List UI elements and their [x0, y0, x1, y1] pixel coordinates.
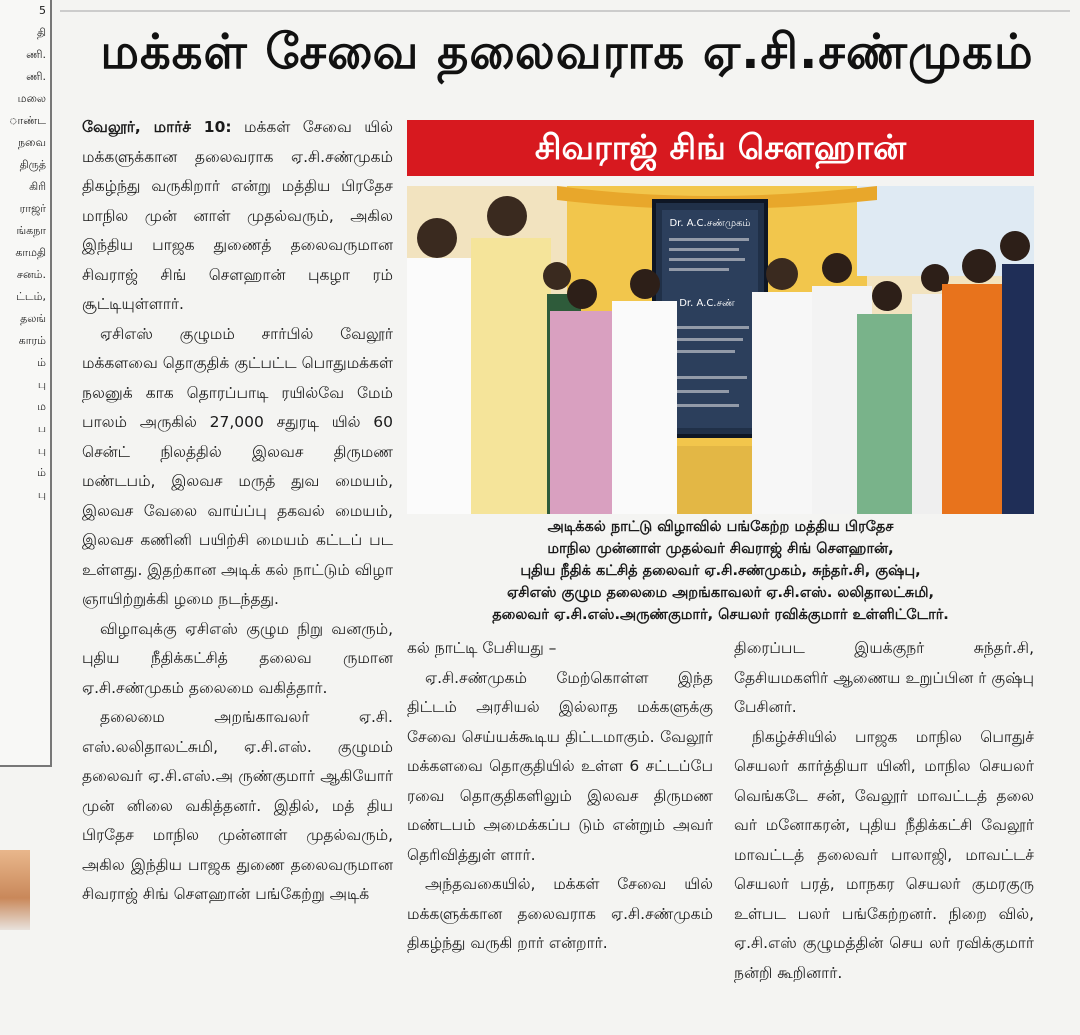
- adjacent-column-line: ணி.: [26, 48, 46, 61]
- adjacent-column-line: கிரி: [29, 180, 46, 193]
- article-column-1: [82, 113, 393, 910]
- adjacent-column-line: தலங்: [20, 312, 46, 325]
- paragraph: திரைப்பட இயக்குநர் சுந்தர்.சி, தேசியமகளிர் ஆணைய உறுப்பின ர் குஷ்பு பேசினர்.: [734, 639, 1034, 716]
- top-rule: [60, 10, 1070, 12]
- adjacent-column-line: பு: [37, 444, 46, 457]
- caption-line: மாநில முன்னாள் முதல்வர் சிவராஜ் சிங் சௌஹான்,: [547, 541, 894, 557]
- adjacent-column-line: ாண்ட: [9, 114, 46, 127]
- paragraph-text: மக்கள் சேவை யில் மக்களுக்கான தலைவராக ஏ.சி.சண்முகம் திகழ்ந்து வருகிறார் என்று மத்திய பிரதேச மாநில முன் னாள் முதல்வரும், அகில இந்திய பாஜக துணைத் தலைவருமான சிவராஜ் சிங் சௌஹான் புகழா ரம் சூட்டியுள்ளார்.: [82, 118, 393, 313]
- adjacent-article-column: [0, 0, 52, 767]
- adjacent-column-line: நவை: [18, 136, 46, 149]
- adjacent-column-line: ம்: [37, 466, 46, 479]
- adjacent-column-line: ராஜர்: [19, 202, 46, 215]
- paragraph: விழாவுக்கு ஏசிஎஸ் குழும நிறு வனரும், புதிய நீதிக்கட்சித் தலைவ ருமான ஏ.சி.சண்முகம் தலைமை வகித்தார்.: [82, 619, 393, 697]
- adjacent-column-line: திருத்: [19, 158, 46, 171]
- lead-paragraph: [82, 113, 393, 320]
- caption-line: அடிக்கல் நாட்டு விழாவில் பங்கேற்ற மத்திய பிரதேச: [547, 519, 894, 535]
- article-column-2: [407, 634, 713, 959]
- adjacent-column-line: சனம்.: [16, 268, 46, 281]
- paragraph: ஏசிஎஸ் குழுமம் சார்பில் வேலூர் மக்களவை தொகுதிக் குட்பட்ட பொதுமக்கள் நலனுக் காக தொரப்பாடி ரயில்வே மேம் பாலம் அருகில் 27,000 சதுரடி யில் 60 சென்ட் நிலத்தில் இலவச திருமண மண்டபம், இலவச மருத் துவ மையம், இலவச வேலை வாய்ப்பு தகவல் மையம், இலவச கணினி பயிற்சி மையம் கட்டப் பட உள்ளது. இதற்கான அடிக் கல் நாட்டும் விழா ஞாயிற்றுக்கி ழமை நடந்தது.: [82, 324, 393, 608]
- adjacent-column-line: ங்கநா: [16, 224, 46, 237]
- paragraph: தலைமை அறங்காவலர் ஏ.சி. எஸ்.லலிதாலட்சுமி, ஏ.சி.எஸ். குழுமம் தலைவர் ஏ.சி.எஸ்.அ ருண்குமார் ஆகியோர் முன் னிலை வகித்தனர். இதில், மத் திய பிரதேச மாநில முன்னாள் முதல்வரும், அகில இந்திய பாஜக துணை தலைவருமான சிவராஜ் சிங் சௌஹான் பங்கேற்று அடிக்: [82, 708, 393, 903]
- caption-line: ஏசிஎஸ் குழும தலைமை அறங்காவலர் ஏ.சி.எஸ். லலிதாலட்சுமி,: [506, 585, 935, 601]
- adjacent-column-line: ம்: [37, 356, 46, 369]
- adjacent-column-line: ட்டம்,: [16, 290, 46, 303]
- adjacent-column-line: ணி.: [26, 70, 46, 83]
- adjacent-column-line: தி: [36, 26, 46, 39]
- headline: மக்கள் சேவை தலைவராக ஏ.சி.சண்முகம்: [100, 24, 1034, 80]
- caption-line: புதிய நீதிக் கட்சித் தலைவர் ஏ.சி.சண்முகம், சுந்தர்.சி, குஷ்பு,: [520, 563, 921, 579]
- name-banner: சிவராஜ் சிங் சௌஹான்: [407, 120, 1034, 176]
- adjacent-column-line: மலை: [17, 92, 46, 105]
- adjacent-column-line: பு: [37, 488, 46, 501]
- article-column-3: [734, 634, 1034, 988]
- adjacent-column-line: 5: [39, 4, 46, 17]
- photo-caption: [407, 516, 1034, 626]
- paragraph: நிகழ்ச்சியில் பாஜக மாநில பொதுச் செயலர் கார்த்தியா யினி, மாநில செயலர் வெங்கடே சன், வேலூர் மாவட்டத் தலை வர் மனோகரன், புதிய நீதிக்கட்சி வேலூர் மாவட்டத் தலைவர் பாலாஜி, மாவட்டச் செயலர் பரத், மாநகர செயலர் குமரகுரு உள்பட பலர் பங்கேற்றனர். நிறை வில், ஏ.சி.எஸ் குழுமத்தின் செய லர் ரவிக்குமார் நன்றி கூறினார்.: [734, 727, 1034, 982]
- adjacent-column-line: ம: [37, 400, 46, 413]
- adjacent-column-line: காமதி: [15, 246, 46, 259]
- paragraph: ஏ.சி.சண்முகம் மேற்கொள்ள இந்த திட்டம் அரசியல் இல்லாத மக்களுக்கு சேவை செய்யக்கூடிய திட்டமாகும். வேலூர் மக்களவை தொகுதியில் உள்ள 6 சட்டப்பே ரவை தொகுதிகளிலும் இலவச திருமண மண்டபம் அமைக்கப்ப டும் என்றும் அவர் தெரிவித்துள் ளார்.: [407, 668, 713, 864]
- plaque-name: Dr. A.C.சண்: [679, 298, 735, 309]
- adjacent-article-photo: [0, 850, 30, 930]
- adjacent-column-line: காரம்: [18, 334, 46, 347]
- event-photo: [407, 186, 1034, 514]
- plaque-title: Dr. A.C.சண்முகம்: [669, 218, 751, 229]
- paragraph: அந்தவகையில், மக்கள் சேவை யில் மக்களுக்கான தலைவராக ஏ.சி.சண்முகம் திகழ்ந்து வருகி றார் என்றார்.: [407, 875, 713, 952]
- adjacent-column-line: பு: [37, 378, 46, 391]
- paragraph: கல் நாட்டி பேசியது –: [407, 639, 557, 657]
- adjacent-column-line: ப: [37, 422, 46, 435]
- dateline: வேலூர், மார்ச் 10:: [82, 118, 232, 136]
- caption-line: தலைவர் ஏ.சி.எஸ்.அருண்குமார், செயலர் ரவிக்குமார் உள்ளிட்டோர்.: [492, 607, 949, 623]
- event-photo-illustration: [407, 186, 1034, 514]
